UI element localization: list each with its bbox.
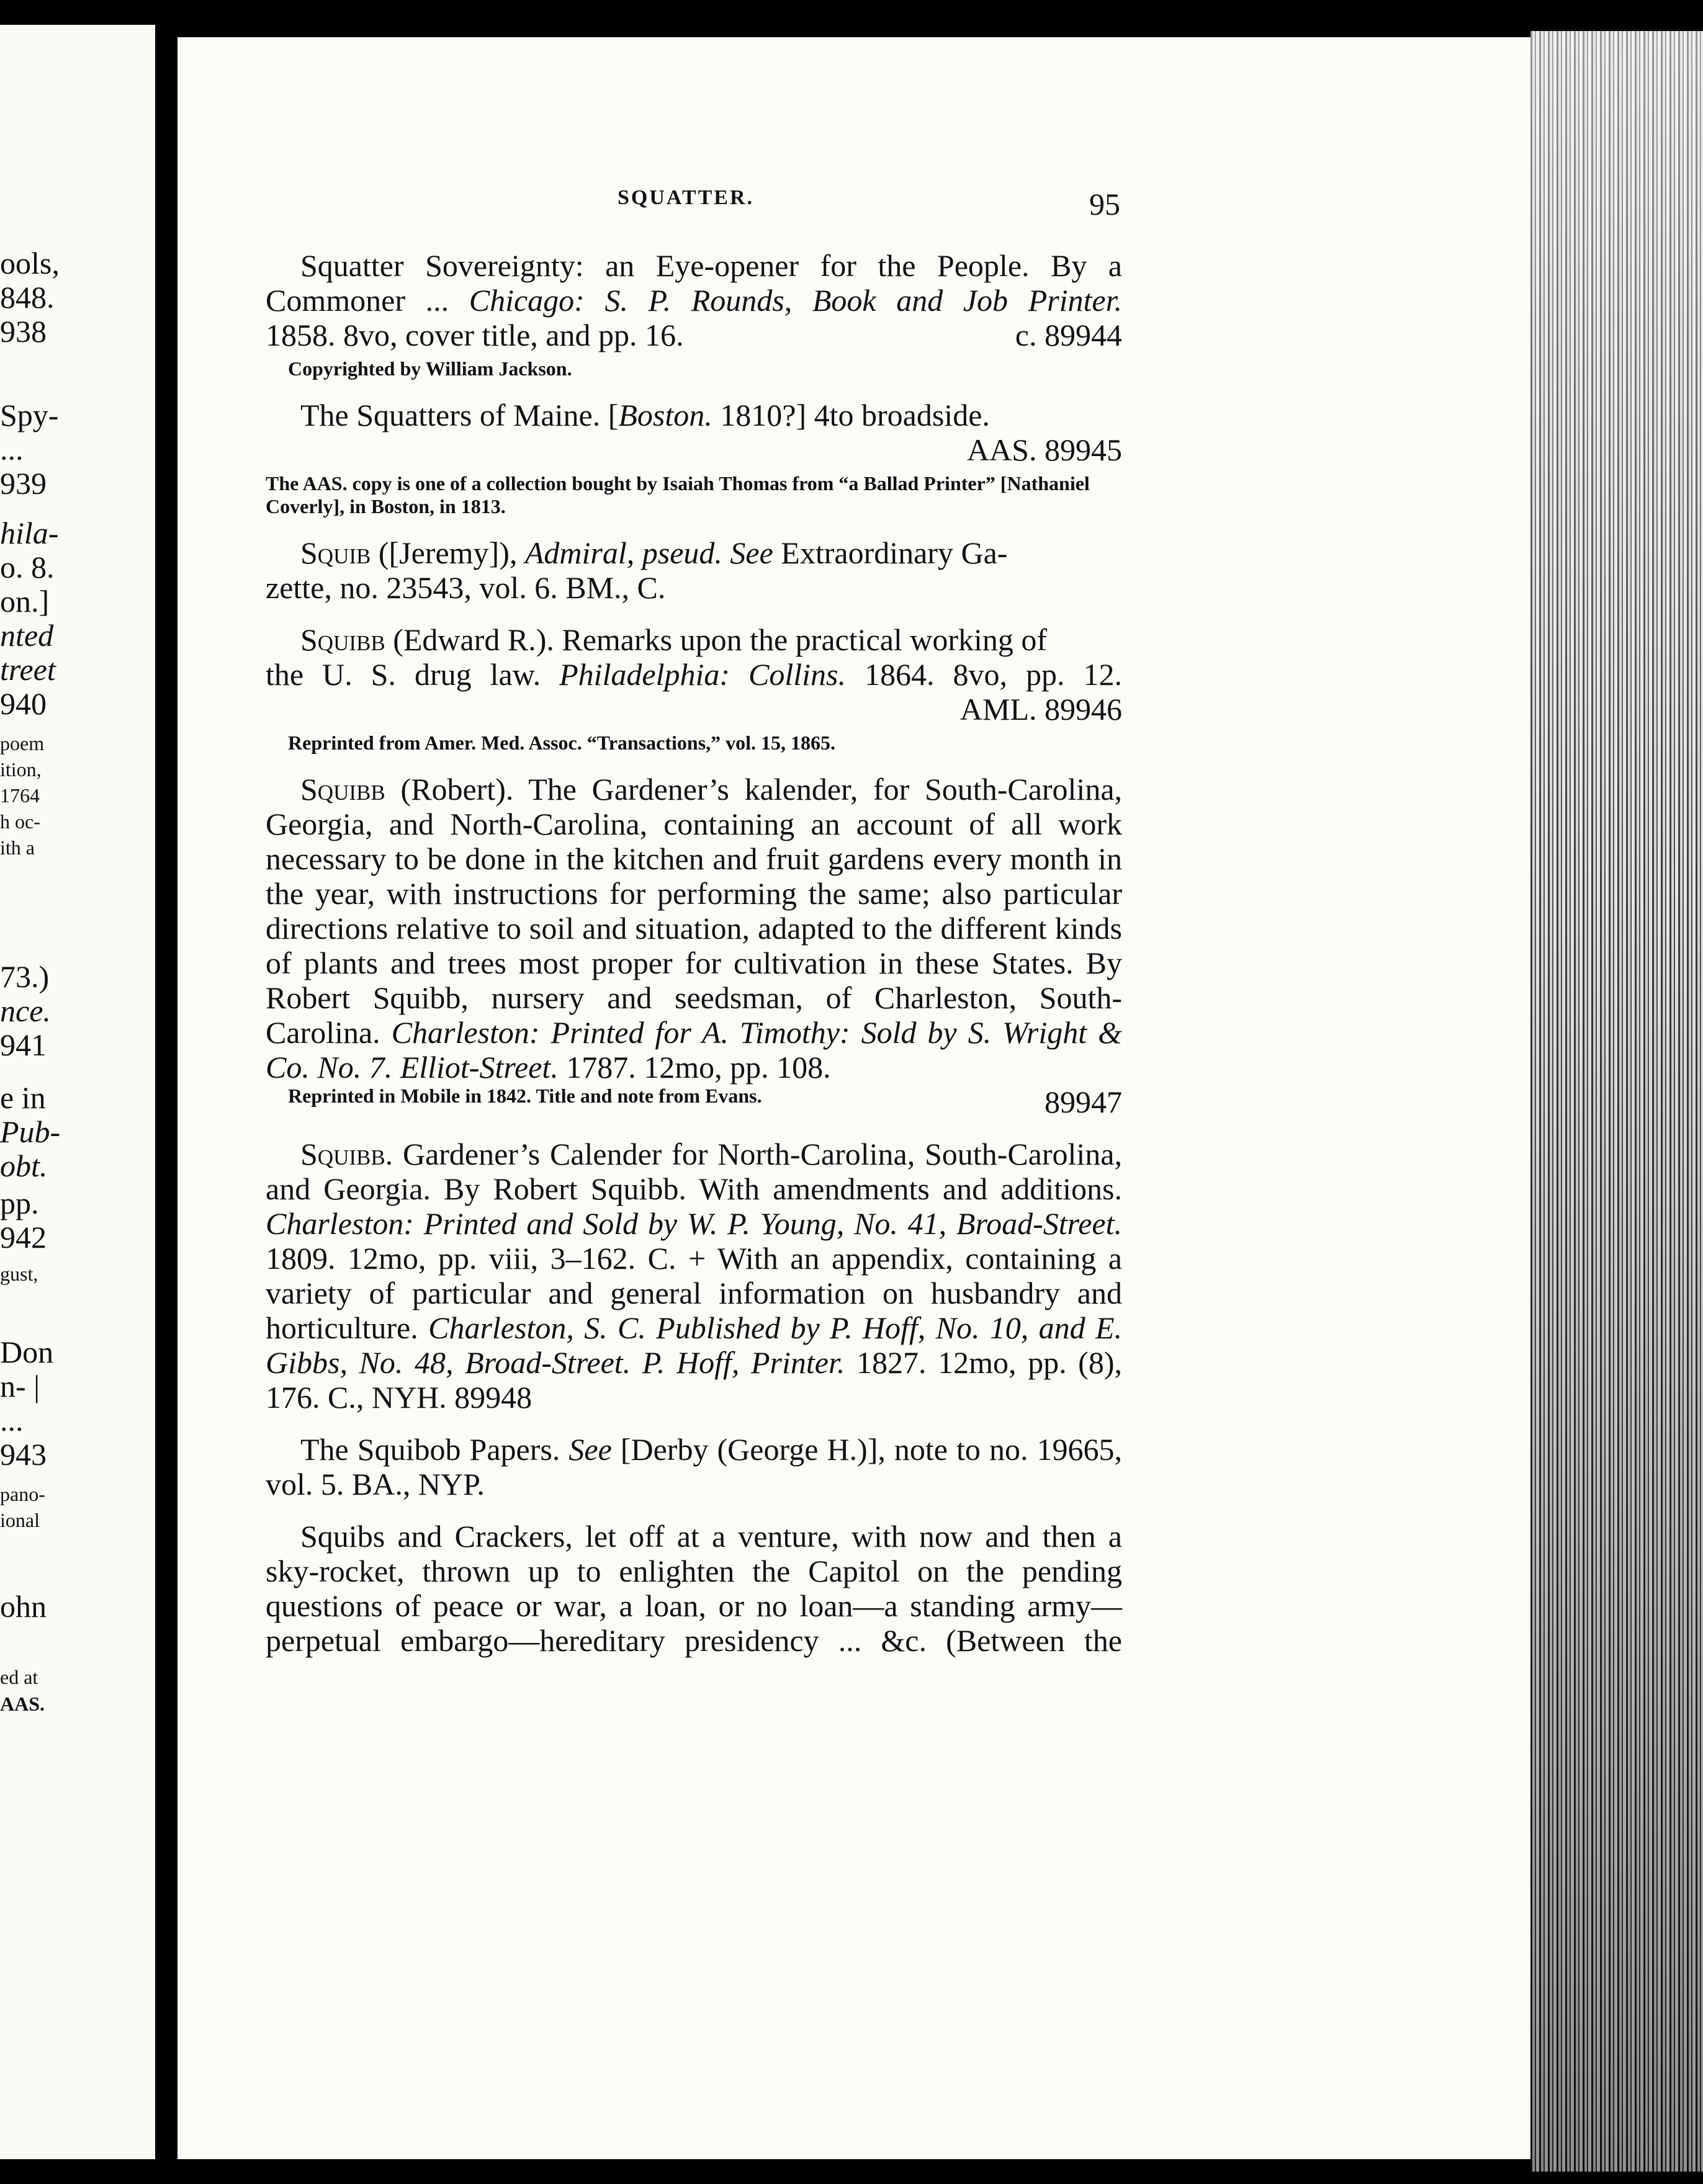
entry-text: 1858. 8vo, cover title, and pp. 16. — [266, 318, 684, 352]
entry-text: 1827. 12mo, pp. (8), 176. C., NYH. 89948 — [266, 1345, 1122, 1415]
entry-author: Squib — [300, 535, 371, 570]
entry-paragraph — [266, 772, 1122, 1085]
entry-number: AML. 89946 — [959, 692, 1122, 727]
entry-89945 — [266, 398, 1122, 518]
left-frag: pano- — [0, 1483, 45, 1505]
entry-89947 — [266, 772, 1122, 1119]
entry-note: Reprinted from Amer. Med. Assoc. “Transactions,” vol. 15, 1865. — [288, 732, 836, 754]
left-frag: ed at — [0, 1666, 38, 1688]
running-title: SQUATTER. — [618, 186, 755, 209]
entry-squibs-crackers — [266, 1519, 1122, 1658]
entry-line — [266, 622, 1122, 657]
left-frag: 848. — [0, 280, 55, 315]
left-frag: nce. — [0, 993, 51, 1028]
left-frag: h oc- — [0, 810, 40, 833]
entry-imprint: Philadelphia: Collins. — [559, 657, 847, 692]
entry-text: The Squatters of Maine. [ — [300, 398, 619, 432]
entry-imprint: Charleston: Printed for A. Timothy: Sold by S. Wright & Co. No. 7. Elliot-Street. — [266, 1015, 1123, 1085]
entry-text: The Squibob Papers. — [300, 1432, 560, 1467]
left-frag: Pub- — [0, 1114, 61, 1149]
left-frag: n- | — [0, 1369, 40, 1403]
entry-text: ([Jeremy]), — [378, 535, 518, 570]
entry-text: Extraordinary Ga- — [781, 535, 1008, 570]
left-frag: 939 — [0, 466, 47, 501]
left-frag: o. 8. — [0, 550, 55, 584]
left-frag: 938 — [0, 314, 47, 349]
entry-ref-line — [266, 318, 1122, 352]
entry-paragraph: Squibs and Crackers, let off at a venture, with now and then a sky-rocket, thrown up to enlighten the Capitol on the pending questions of peace or war, a loan, or no loan—a standing army—perpetual embargo—hereditary presidency ... &c. (Between the — [266, 1519, 1122, 1658]
catalog-entries — [266, 248, 1122, 1675]
entry-squib — [266, 535, 1122, 605]
left-frag: Spy- — [0, 398, 59, 432]
entry-author: Squibb. — [300, 1137, 393, 1171]
entry-text: 1864. 8vo, pp. 12. — [865, 657, 1123, 692]
left-frag: ... — [0, 432, 24, 467]
left-frag: nted — [0, 618, 54, 653]
entry-text: (Robert). The Gardener’s kalender, for South-Carolina, Georgia, and North-Carolina, containing an account of all work necessary to be done in the kitchen and fruit gardens every month in the year, with instructions for performing the same; also particular directions relative to soil and situation, adapted to the different kinds of plants and trees most proper for cultivation in these States. By Robert Squibb, nursery and seedsman, of Charleston, South-Carolina. — [266, 772, 1123, 1050]
left-frag: AAS. — [0, 1693, 45, 1715]
entry-imprint: Boston. — [618, 398, 712, 432]
left-frag: obt. — [0, 1148, 48, 1183]
left-frag: ional — [0, 1509, 40, 1531]
left-frag: e in — [0, 1080, 46, 1115]
entry-imprint: Charleston: Printed and Sold by W. P. Young, No. 41, Broad-Street. — [266, 1206, 1122, 1241]
entry-note: The AAS. copy is one of a collection bought by Isaiah Thomas from “a Ballad Printer” [Nathaniel Coverly], in Boston, in 1813. — [266, 472, 1090, 517]
entry-number: 89947 — [1045, 1085, 1122, 1119]
left-frag: ... — [0, 1403, 24, 1438]
entry-imprint: Admiral, pseud. See — [524, 535, 773, 570]
entry-89948 — [266, 1137, 1122, 1415]
entry-text: Commoner ... — [266, 283, 449, 318]
left-frag: hila- — [0, 516, 59, 550]
left-frag: ohn — [0, 1589, 47, 1624]
entry-paragraph — [266, 1432, 1122, 1502]
page-number: 95 — [1089, 187, 1120, 222]
left-frag: pp. — [0, 1186, 39, 1220]
left-frag: poem — [0, 732, 45, 754]
entry-line — [266, 657, 1122, 692]
entry-89946 — [266, 622, 1122, 754]
page-edges-shading — [1530, 31, 1703, 2172]
entry-note: Copyrighted by William Jackson. — [288, 357, 572, 380]
left-frag: ools, — [0, 246, 60, 280]
left-page-fragment — [0, 25, 155, 2159]
entry-text: Gardener’s Calender for North-Carolina, South-Carolina, and Georgia. By Robert Squibb. With amendments and additions. — [266, 1137, 1122, 1206]
entry-number: c. 89944 — [1015, 318, 1122, 352]
entry-line: zette, no. 23543, vol. 6. BM., C. — [266, 570, 666, 605]
left-frag: on.] — [0, 584, 50, 619]
left-frag: Don — [0, 1335, 54, 1369]
entry-text: (Edward R.). Remarks upon the practical working of — [393, 622, 1048, 657]
left-frag: 942 — [0, 1220, 47, 1255]
entry-note: Reprinted in Mobile in 1842. Title and note from Evans. — [288, 1085, 762, 1107]
entry-imprint: See — [568, 1432, 612, 1467]
entry-line: Squatter Sovereignty: an Eye-opener for the People. By a — [300, 248, 1122, 283]
entry-text: 1787. 12mo, pp. 108. — [566, 1050, 831, 1085]
entry-text: 1810?] 4to broadside. — [720, 398, 990, 432]
entry-imprint: Charleston, S. C. Published by P. Hoff, No. 10, and E. Gibbs, No. 48, Broad-Street. P. Hoff, Printer. — [266, 1310, 1122, 1380]
entry-line — [266, 535, 1122, 570]
entry-author: Squibb — [300, 772, 385, 807]
entry-imprint: Chicago: S. P. Rounds, Book and Job Printer. — [469, 283, 1123, 318]
entry-number: AAS. 89945 — [966, 432, 1122, 467]
entry-line — [266, 283, 1122, 318]
entry-89944 — [266, 248, 1122, 380]
entry-line — [266, 398, 1122, 432]
left-frag: 943 — [0, 1437, 47, 1472]
left-frag: gust, — [0, 1263, 38, 1285]
left-frag: 1764 — [0, 784, 40, 807]
entry-text: the U. S. drug law. — [266, 657, 541, 692]
book-gutter — [155, 0, 177, 2184]
entry-ref-line — [266, 1085, 1122, 1119]
left-frag: ith a — [0, 836, 35, 859]
entry-squibob — [266, 1432, 1122, 1502]
left-frag: 73.) — [0, 959, 50, 994]
entry-text: [Derby (George H.)], note to no. 19665, vol. 5. BA., NYP. — [266, 1432, 1123, 1502]
left-frag: ition, — [0, 758, 42, 781]
entry-author: Squibb — [300, 622, 385, 657]
left-frag: treet — [0, 652, 56, 687]
entry-paragraph — [266, 1137, 1122, 1415]
left-frag: 940 — [0, 686, 47, 721]
entry-text: 1809. 12mo, pp. viii, 3–162. C. + With an appendix, containing a variety of particular and general information on husbandry and horticulture. — [266, 1241, 1122, 1345]
left-frag: 941 — [0, 1027, 47, 1062]
